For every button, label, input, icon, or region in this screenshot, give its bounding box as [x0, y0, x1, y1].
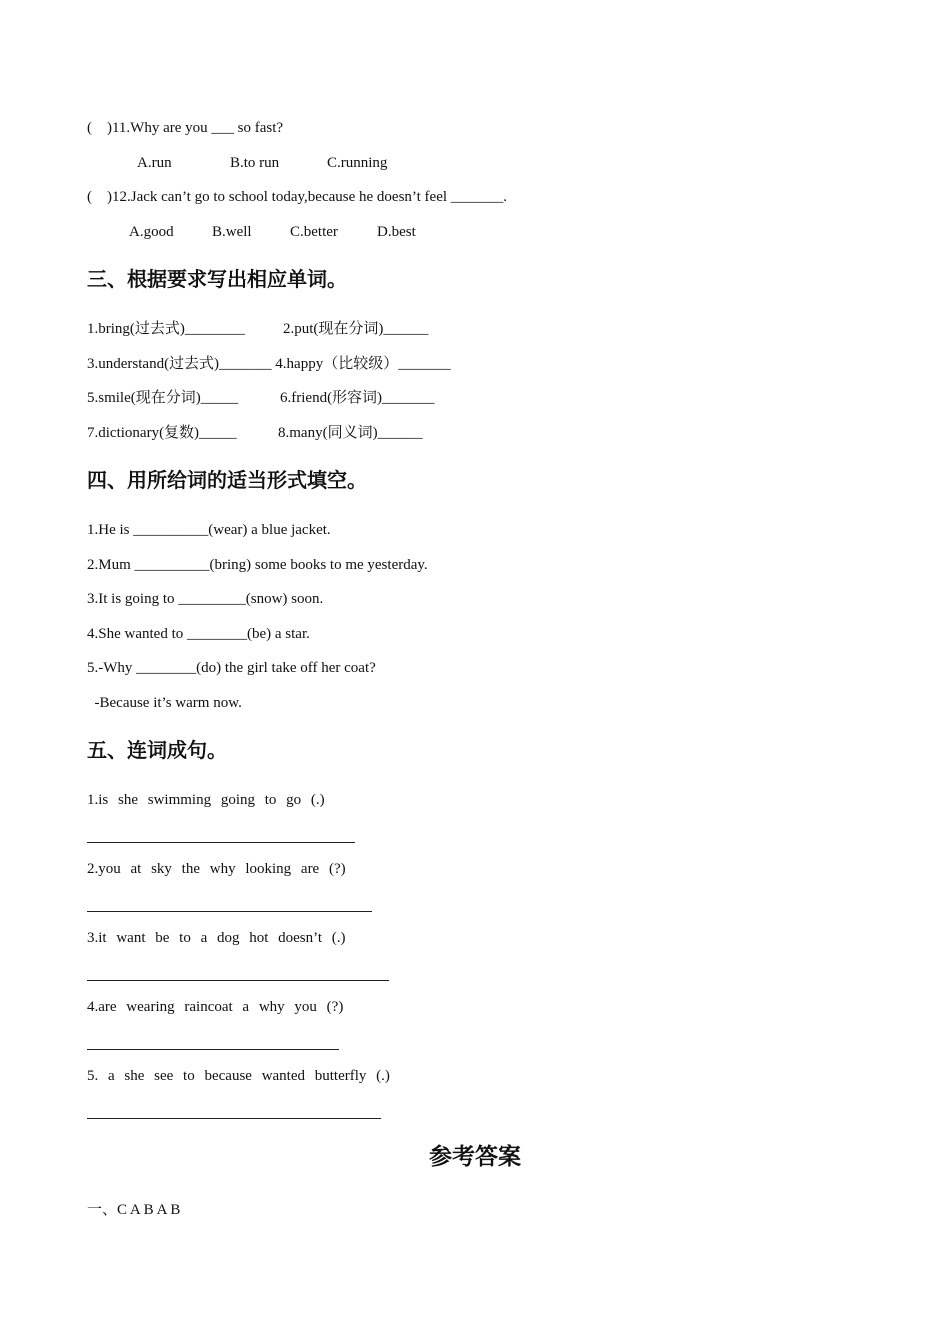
- q12-option-d: D.best: [377, 224, 416, 240]
- q11-option-a: A.run: [137, 155, 172, 171]
- s5-answer-line-5: [87, 1118, 381, 1119]
- s5-answer-line-2: [87, 911, 372, 912]
- s3-item-6: 6.friend(形容词)_______: [280, 390, 435, 406]
- answers-title: 参考答案: [429, 1144, 521, 1170]
- s4-item-2: 2.Mum __________(bring) some books to me yesterday.: [87, 557, 428, 573]
- q11-option-b: B.to run: [230, 155, 280, 171]
- s5-item-5: 5. a she see to because wanted butterfly (.): [87, 1068, 390, 1084]
- s5-answer-line-1: [87, 842, 355, 843]
- s4-item-1: 1.He is __________(wear) a blue jacket.: [87, 522, 331, 538]
- q11-option-c: C.running: [327, 155, 388, 171]
- s5-item-1: 1.is she swimming going to go (.): [87, 792, 325, 808]
- s4-item-3: 3.It is going to _________(snow) soon.: [87, 591, 324, 607]
- s5-item-4: 4.are wearing raincoat a why you (?): [87, 999, 344, 1015]
- answers-line-1: 一、C A B A B: [87, 1202, 181, 1218]
- s3-item-2: 2.put(现在分词)______: [283, 321, 429, 337]
- s5-answer-line-3: [87, 980, 389, 981]
- s3-items-3-4: 3.understand(过去式)_______ 4.happy（比较级）_______: [87, 356, 451, 372]
- s4-item-5: 5.-Why ________(do) the girl take off her coat?: [87, 660, 376, 676]
- section-3-heading: 三、根据要求写出相应单词。: [87, 267, 347, 291]
- q12-option-b: B.well: [212, 224, 252, 240]
- s5-answer-line-4: [87, 1049, 339, 1050]
- question-11: ( )11.Why are you ___ so fast?: [87, 120, 284, 136]
- s5-item-2: 2.you at sky the why looking are (?): [87, 861, 346, 877]
- q12-option-a: A.good: [129, 224, 174, 240]
- s3-item-8: 8.many(同义词)______: [278, 425, 423, 441]
- q12-option-c: C.better: [290, 224, 338, 240]
- s5-item-3: 3.it want be to a dog hot doesn’t (.): [87, 930, 346, 946]
- section-5-heading: 五、连词成句。: [87, 738, 227, 762]
- s4-item-4: 4.She wanted to ________(be) a star.: [87, 626, 310, 642]
- section-4-heading: 四、用所给词的适当形式填空。: [87, 468, 367, 492]
- s3-item-5: 5.smile(现在分词)_____: [87, 390, 239, 406]
- question-12: ( )12.Jack can’t go to school today,because he doesn’t feel _______.: [87, 189, 508, 205]
- s4-item-5-answer: -Because it’s warm now.: [87, 695, 242, 711]
- s3-item-1: 1.bring(过去式)________: [87, 321, 245, 337]
- s3-item-7: 7.dictionary(复数)_____: [87, 425, 237, 441]
